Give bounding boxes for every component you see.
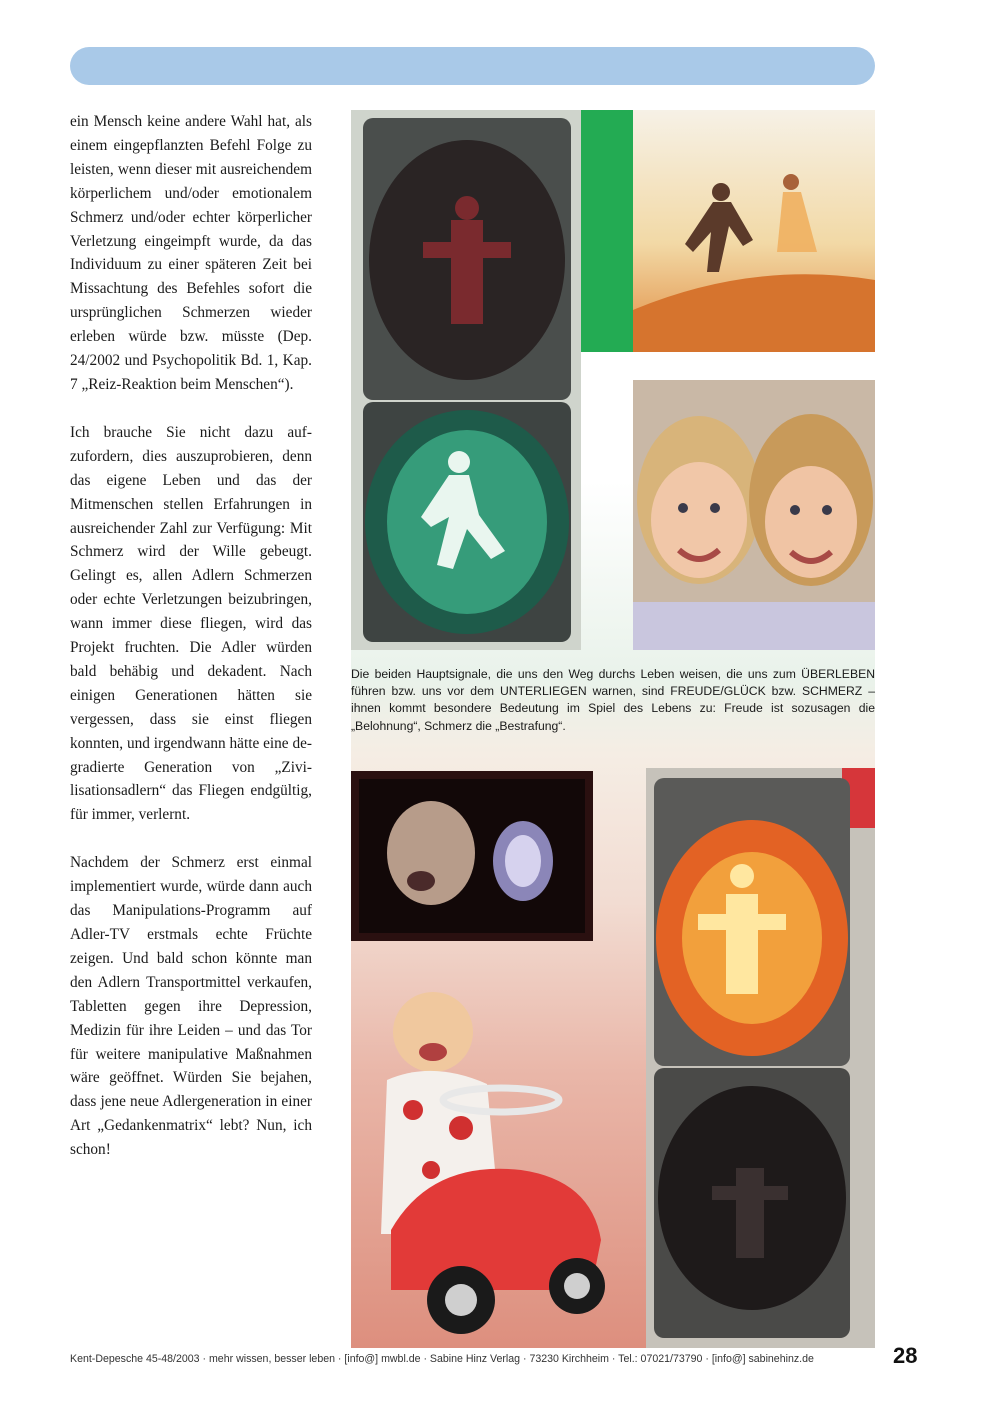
header-band: [70, 47, 875, 85]
caption-keyword-schmerz: SCHMERZ: [801, 684, 863, 699]
caption-text-5: – ihnen kommt besondere Bedeutung im Spiel des Lebens zu: Freude ist sozusagen die „Belohnung“, Schmerz die „Bestrafung“.: [351, 684, 875, 733]
pain-face-photo: [351, 771, 593, 941]
caption-keyword-ueberleben: ÜBERLEBEN: [801, 667, 875, 681]
children-photo: [633, 380, 875, 650]
green-strip: [581, 110, 633, 352]
caption-keyword-freude: FREUDE/GLÜCK: [670, 684, 766, 699]
crying-baby-photo: [351, 960, 621, 1348]
caption-keyword-unterliegen: UNTERLIEGEN: [499, 684, 587, 699]
paragraph-3: Nachdem der Schmerz erst einmal implementiert wurde, würde dann auch das Manipulations-Programm auf Adler-TV erstmals echte Früchte zeigen. Und bald schon könnte man den Adlern Transportmittel verkaufen, Tabletten gegen ihre Depression, Medizin für ihre Leiden – und das Tor für weitere manipulative Maßnahmen wäre geöffnet. Würden Sie bejahen, dass jene neue Adlergeneration in einer Art „Gedankenmatrix“ lebt? Nun, ich schon!: [70, 854, 312, 1159]
traffic-light-green-photo: [351, 110, 581, 650]
paragraph-2: Ich brauche Sie nicht dazu aufzufordern, dies auszuprobieren, denn das eigene Leben und das der Mitmenschen stellen Erfahrungen in ausreichender Zahl zur Verfügung: Mit Schmerz wird der Wille gebeugt. Gelingt es, allen Adlern Schmerzen oder echte Verletzungen beizubringen, wann immer diese fliegen, wird das Projekt fruchten. Die Adler würden bald behäbig und dekadent. Nach einigen Generationen hätten sie vergessen, dass sie einst fliegen konnten, und irgendwann hätte eine degradierte Generation von „Zivilisationsadlern“ das Fliegen endgültig, für immer, verlernt.: [70, 423, 312, 824]
image-caption: [351, 666, 875, 735]
jumping-couple-photo: [633, 110, 875, 352]
paragraph-1: ein Mensch keine andere Wahl hat, als einem eingepflanzten Befehl Folge zu leisten, wenn dieser mit ausreichendem körperlichem und/oder emotionalem Schmerz und/oder echter körperlicher Verletzung eingeimpft wurde, da das Individuum zu einer späteren Zeit bei Missachtung des Befehles sofort die ursprünglichen Schmerzen wieder erleben würde bzw. müsste (Dep. 24/2002 und Psychopolitik Bd. 1, Kap. 7 „Reiz-Reaktion beim Menschen“).: [70, 113, 312, 393]
page-number: 28: [893, 1343, 918, 1368]
article-text-column: [70, 110, 312, 1186]
caption-text-4: bzw.: [765, 684, 802, 699]
page-footer: Kent-Depesche 45-48/2003 · mehr wissen, besser leben · [info@] mwbl.de · Sabine Hinz Verlag · 73230 Kirchheim · Tel.: 07021/73790 · [info@] sabinehinz.de: [70, 1353, 814, 1365]
caption-text-1: Die beiden Hauptsignale, die uns den Weg durchs Leben weisen, die uns zum: [351, 667, 802, 681]
caption-text-3: warnen, sind: [586, 684, 671, 699]
caption-text-2: führen bzw. uns vor dem: [351, 684, 500, 699]
traffic-light-red-photo: [646, 768, 875, 1348]
